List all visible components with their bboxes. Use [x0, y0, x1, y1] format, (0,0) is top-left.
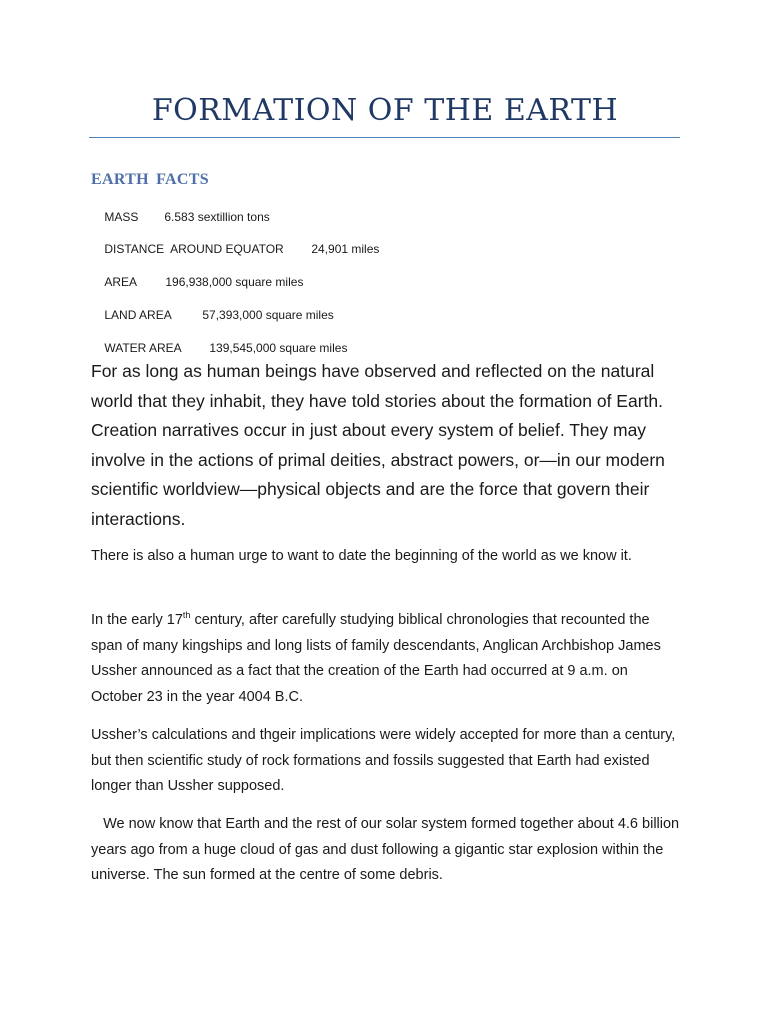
superscript-ordinal: th: [182, 610, 191, 621]
fact-value: 139,545,000 square miles: [209, 341, 348, 355]
paragraph-ussher-calculations: Ussher’s calculations and thgeir implications were widely accepted for more than a century, but then scientific study of rock formations and fossils suggested that Earth had existed longer than Ussher supposed.: [91, 727, 676, 794]
fact-value: 196,938,000 square miles: [165, 275, 304, 289]
paragraph-human-urge: There is also a human urge to want to date the beginning of the world as we know it.: [91, 548, 632, 564]
fact-label: DISTANCE AROUND EQUATOR: [104, 242, 284, 256]
fact-label: WATER AREA: [104, 341, 182, 355]
lead-paragraph: For as long as human beings have observed and reflected on the natural world that they inhabit, they have told stories about the formation of Earth. Creation narratives occur in just about every system of belief. They may involve in the actions of primal deities, abstract powers, or—in our modern scientific worldview—physical objects and are the force that govern their interactions.: [91, 361, 665, 529]
fact-value: 6.583 sextillion tons: [164, 210, 270, 224]
fact-label: AREA: [104, 275, 138, 289]
title-underline-rule: [89, 137, 680, 138]
fact-label: MASS: [104, 210, 139, 224]
paragraph-text: century, after carefully studying biblical chronologies that recounted the span of many kingships and long lists of family descendants, Anglican Archbishop James Ussher announced as a fact that the creation of the Earth had occurred at 9 a.m. on October 23 in the year 4004 B.C.: [91, 612, 661, 705]
fact-value: 24,901 miles: [311, 242, 380, 256]
document-title: FORMATION OF THE EARTH: [151, 93, 619, 128]
fact-label: LAND AREA: [104, 308, 172, 322]
fact-value: 57,393,000 square miles: [202, 308, 334, 322]
earth-facts-heading: EARTH FACTS: [91, 171, 209, 188]
paragraph-ussher-date: [91, 608, 681, 710]
paragraph-text: In the early 17: [91, 612, 183, 628]
paragraph-solar-system-formation: We now know that Earth and the rest of our solar system formed together about 4.6 billion years ago from a huge cloud of gas and dust following a gigantic star explosion within the universe. The sun formed at the centre of some debris.: [91, 816, 684, 883]
